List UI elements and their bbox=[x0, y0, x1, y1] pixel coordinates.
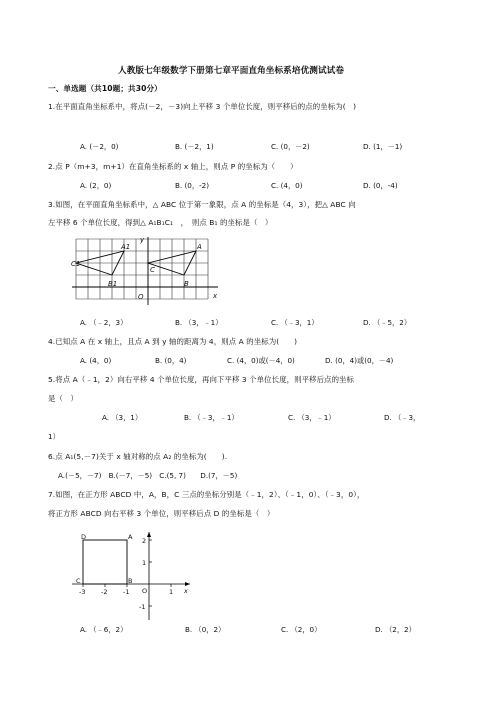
q3-option-c: C. （﹣3，1） bbox=[271, 318, 319, 327]
q7-label-a: A bbox=[128, 533, 133, 541]
question-4-stem: 4.已知点 A 在 x 轴上，且点 A 到 y 轴的距离为 4，则点 A 的坐标为( ) bbox=[48, 337, 298, 346]
q5-option-b: B. （﹣3，﹣1） bbox=[184, 413, 239, 422]
q2-option-a: A. (2，0) bbox=[80, 181, 112, 190]
q7-label-c: C bbox=[76, 577, 81, 585]
q4-option-c: C. (4，0)或(－4，0) bbox=[227, 356, 295, 365]
q7-option-b: B. （0，2） bbox=[185, 625, 226, 634]
q7-option-c: C. （2，0） bbox=[281, 625, 322, 634]
q4-option-a: A. (4，0) bbox=[80, 356, 112, 365]
q3-option-d: D. （﹣5，2） bbox=[363, 318, 412, 327]
q2-option-b: B. (0，-2) bbox=[175, 181, 210, 190]
q1-option-c: C. (0，－2) bbox=[271, 142, 310, 151]
q1-option-b: B. (－2，1) bbox=[175, 142, 214, 151]
q3-label-c1: C1 bbox=[71, 260, 81, 268]
q3-label-c: C bbox=[150, 266, 155, 274]
q1-option-d: D. (1，－1) bbox=[363, 142, 403, 151]
q7-xtick-1: 1 bbox=[169, 588, 174, 596]
q3-label-b: B bbox=[184, 280, 189, 288]
q3-coordinate-figure bbox=[72, 235, 232, 307]
question-1-stem: 1.在平面直角坐标系中，将点(－2，－3)向上平移 3 个单位长度，则平移后的点的坐标为( ) bbox=[48, 102, 357, 111]
q2-option-d: D. (0，-4) bbox=[363, 181, 398, 190]
q7-option-d: D. （2，2） bbox=[375, 625, 416, 634]
q3-label-b1: B1 bbox=[108, 280, 118, 288]
q3-option-b: B. （3，﹣1） bbox=[175, 318, 223, 327]
q3-label-a1: A1 bbox=[121, 243, 131, 251]
q5-option-a: A. （3，1） bbox=[102, 413, 143, 422]
question-5-stem-line1: 5.将点 A（﹣1，2）向右平移 4 个单位长度，再向下平移 3 个单位长度，则平移后点的坐标 bbox=[48, 375, 355, 384]
q7-xtick-neg2: -2 bbox=[101, 588, 108, 596]
q3-label-a: A bbox=[197, 243, 202, 251]
q4-option-d: D. (0，4)或(0，－4) bbox=[325, 356, 394, 365]
question-6-stem: 6.点 A₁(5,－7)关于 x 轴对称的点 A₂ 的坐标为( ). bbox=[48, 452, 228, 461]
q7-ytick-1: 1 bbox=[142, 559, 147, 567]
q7-ytick-2: 2 bbox=[142, 537, 147, 545]
q7-label-o: O bbox=[142, 587, 148, 595]
question-2-stem: 2.点 P（m+3，m+1）在直角坐标系的 x 轴上，则点 P 的坐标为（ ） bbox=[48, 162, 298, 171]
question-5-stem-line2: 是（ ） bbox=[48, 394, 78, 403]
q5-option-d: D. （﹣3， bbox=[384, 413, 421, 422]
q5-option-c: C. （3，﹣1） bbox=[288, 413, 336, 422]
q3-label-y: y bbox=[140, 236, 145, 244]
q4-option-b: B. (0，4) bbox=[155, 356, 187, 365]
q1-option-a: A. (－2，0) bbox=[80, 142, 119, 151]
q7-label-b: B bbox=[128, 577, 133, 585]
question-3-stem-line2: 左平移 6 个单位长度，得到△ A₁B₁C₁ ， 则点 B₁ 的坐标是（ ） bbox=[48, 218, 273, 227]
question-7-stem-line1: 7.如图，在正方形 ABCD 中，A，B，C 三点的坐标分别是（﹣1，2）、（﹣1，0）、（﹣3，0）， bbox=[48, 490, 365, 499]
q7-xtick-neg3: -3 bbox=[79, 588, 86, 596]
section-heading: 一、单选题（共10题；共30分） bbox=[48, 84, 162, 93]
q5-option-d-wrap: 1） bbox=[48, 432, 60, 441]
q6-options: A.(－5，－7) B.(－7，－5) C.(5, 7) D.(7，－5) bbox=[58, 471, 238, 480]
q3-label-x: x bbox=[213, 292, 218, 300]
q7-option-a: A. （﹣6，2） bbox=[80, 625, 128, 634]
q7-coordinate-figure bbox=[72, 532, 192, 622]
question-3-stem-line1: 3.如图，在平面直角坐标系中，△ ABC 位于第一象限，点 A 的坐标是（4，3），把△ ABC 向 bbox=[48, 200, 356, 209]
q7-label-x: x bbox=[184, 587, 188, 595]
q7-ytick-neg1: -1 bbox=[139, 603, 146, 611]
square-abcd bbox=[83, 540, 127, 584]
q2-option-c: C. (4，0) bbox=[271, 181, 303, 190]
q7-xtick-neg1: -1 bbox=[123, 588, 130, 596]
page-title: 人教版七年级数学下册第七章平面直角坐标系培优测试试卷 bbox=[118, 66, 345, 76]
q3-label-o: O bbox=[138, 293, 144, 301]
question-7-stem-line2: 将正方形 ABCD 向右平移 3 个单位，则平移后点 D 的坐标是（ ） bbox=[48, 509, 275, 518]
q7-label-d: D bbox=[81, 533, 87, 541]
q3-option-a: A. （﹣2，3） bbox=[80, 318, 128, 327]
